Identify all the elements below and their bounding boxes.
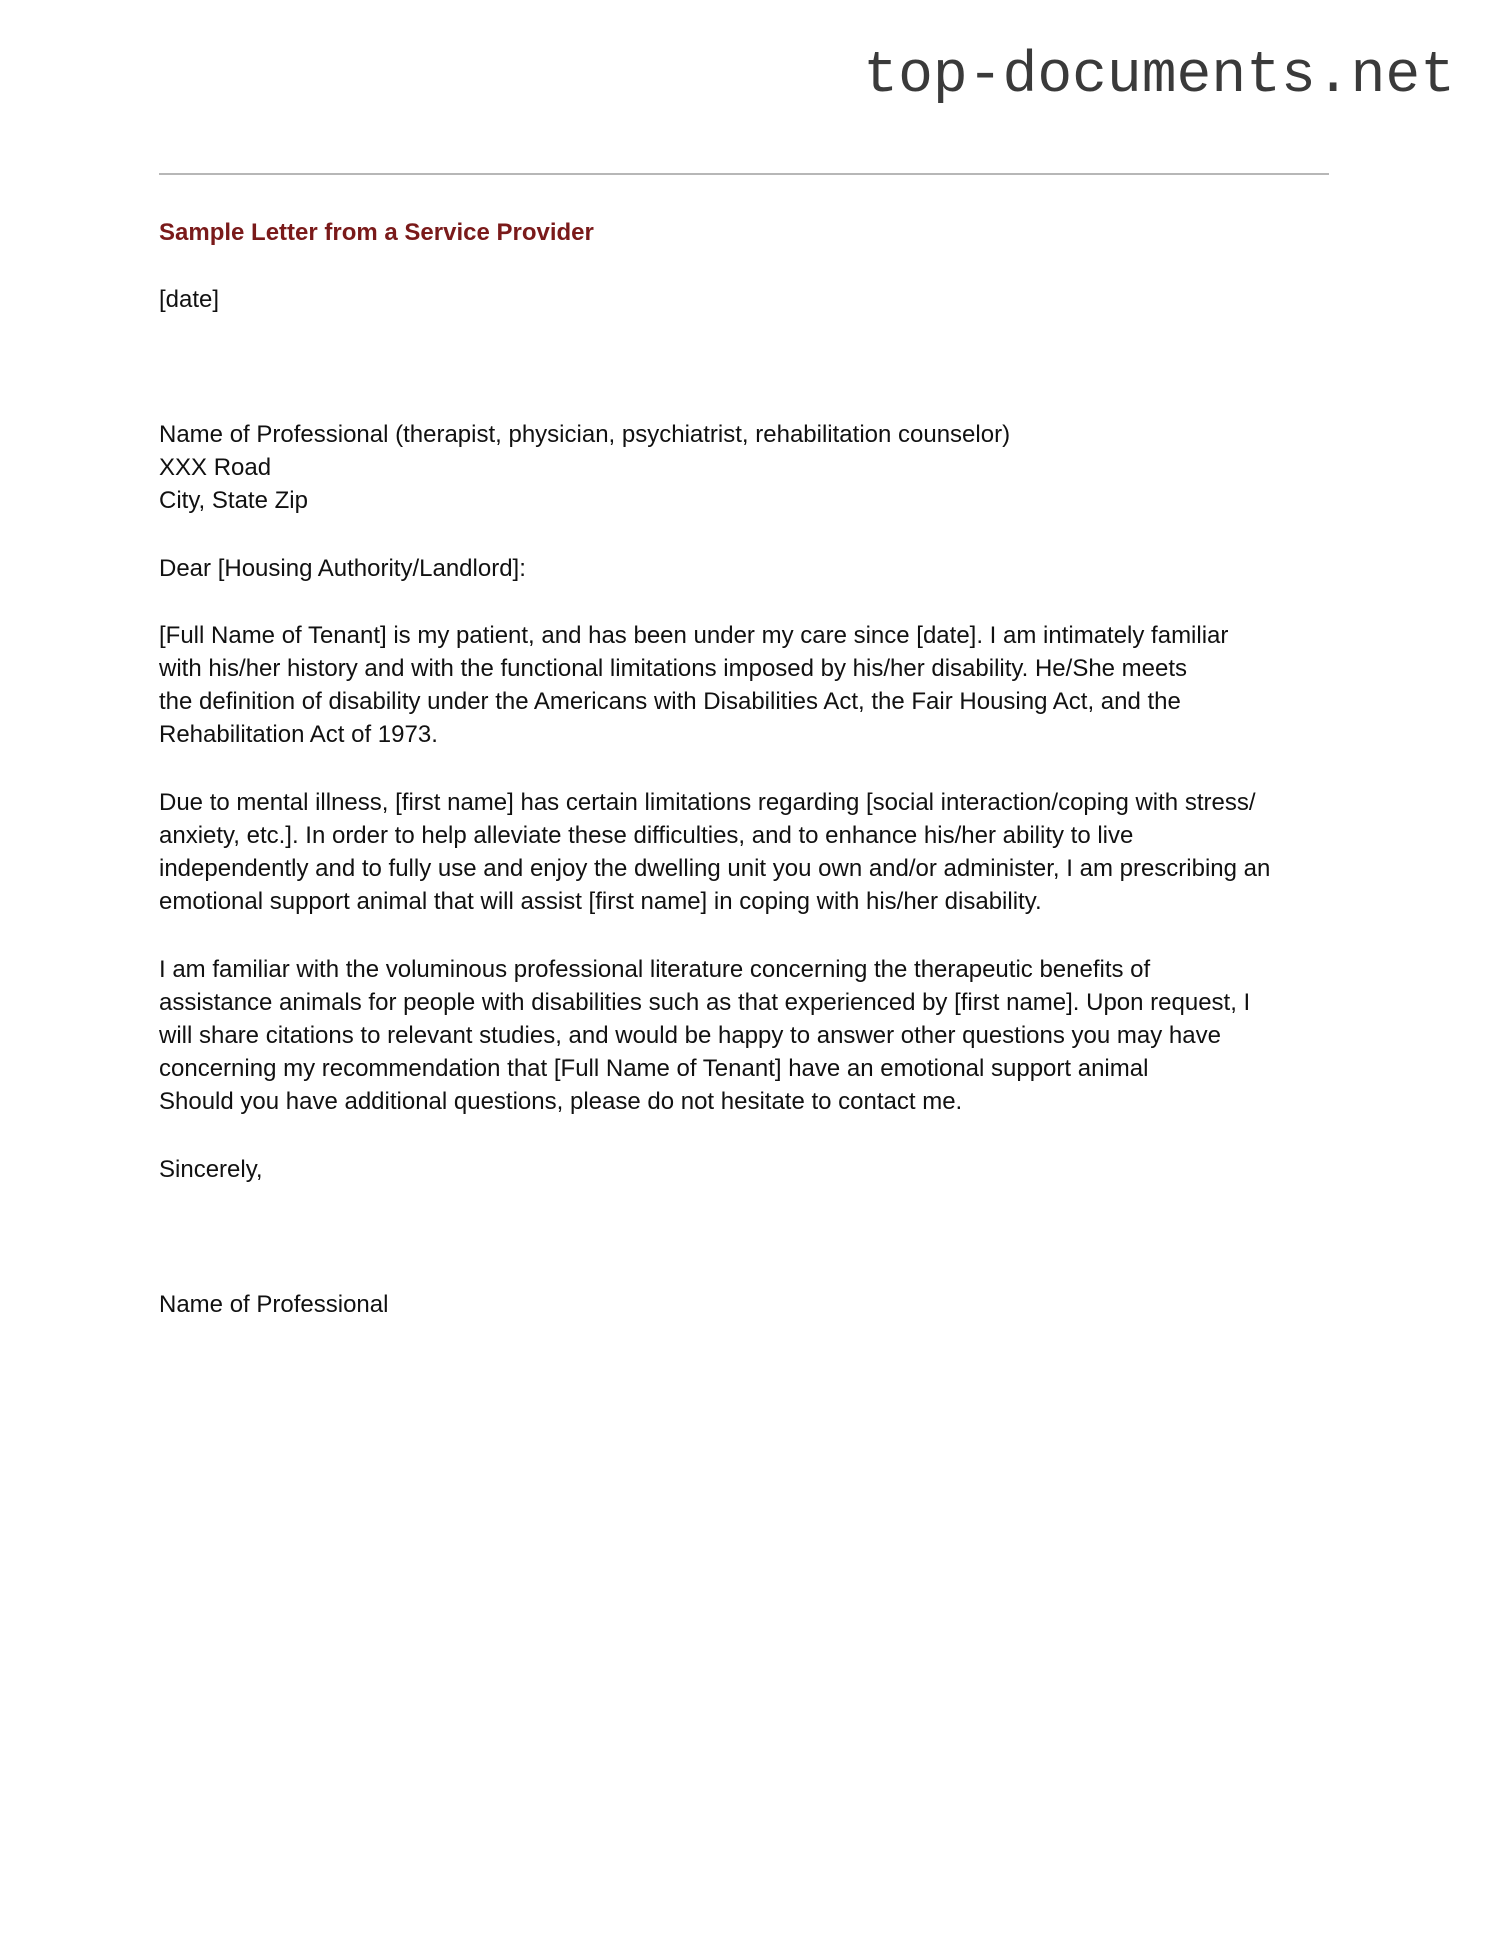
paragraph-2 (159, 786, 1270, 918)
paragraph-line: Rehabilitation Act of 1973. (159, 721, 438, 748)
salutation: Dear [Housing Authority/Landlord]: (159, 555, 526, 582)
paragraph-line: anxiety, etc.]. In order to help alleviate these difficulties, and to enhance his/her ability to live (159, 822, 1134, 849)
site-watermark: top-documents.net (863, 44, 1455, 109)
paragraph-3 (159, 953, 1250, 1118)
paragraph-line: with his/her history and with the functional limitations imposed by his/her disability. He/She meets (159, 655, 1188, 682)
letter-date: [date] (159, 286, 220, 313)
paragraph-line: concerning my recommendation that [Full Name of Tenant] have an emotional support animal (159, 1055, 1149, 1082)
paragraph-line: Should you have additional questions, please do not hesitate to contact me. (159, 1088, 963, 1115)
paragraph-line: will share citations to relevant studies, and would be happy to answer other questions you may have (159, 1022, 1221, 1049)
address-block (159, 418, 1010, 517)
paragraph-line: I am familiar with the voluminous professional literature concerning the therapeutic benefits of (159, 956, 1151, 983)
header-divider (159, 173, 1329, 175)
paragraph-1 (159, 619, 1228, 751)
paragraph-line: Due to mental illness, [first name] has certain limitations regarding [social interaction/coping with stress/ (159, 789, 1256, 816)
letter-title: Sample Letter from a Service Provider (159, 219, 594, 246)
paragraph-line: emotional support animal that will assist [first name] in coping with his/her disability. (159, 888, 1042, 915)
address-line-name: Name of Professional (therapist, physician, psychiatrist, rehabilitation counselor) (159, 421, 1011, 448)
paragraph-line: assistance animals for people with disabilities such as that experienced by [first name]. Upon request, I (159, 989, 1251, 1016)
address-line-street: XXX Road (159, 454, 272, 481)
signature-name: Name of Professional (159, 1291, 389, 1318)
paragraph-line: the definition of disability under the Americans with Disabilities Act, the Fair Housing Act, and the (159, 688, 1181, 715)
address-line-city: City, State Zip (159, 487, 308, 514)
paragraph-line: independently and to fully use and enjoy the dwelling unit you own and/or administer, I am prescribing an (159, 855, 1271, 882)
paragraph-line: [Full Name of Tenant] is my patient, and has been under my care since [date]. I am intimately familiar (159, 622, 1229, 649)
closing: Sincerely, (159, 1156, 263, 1183)
